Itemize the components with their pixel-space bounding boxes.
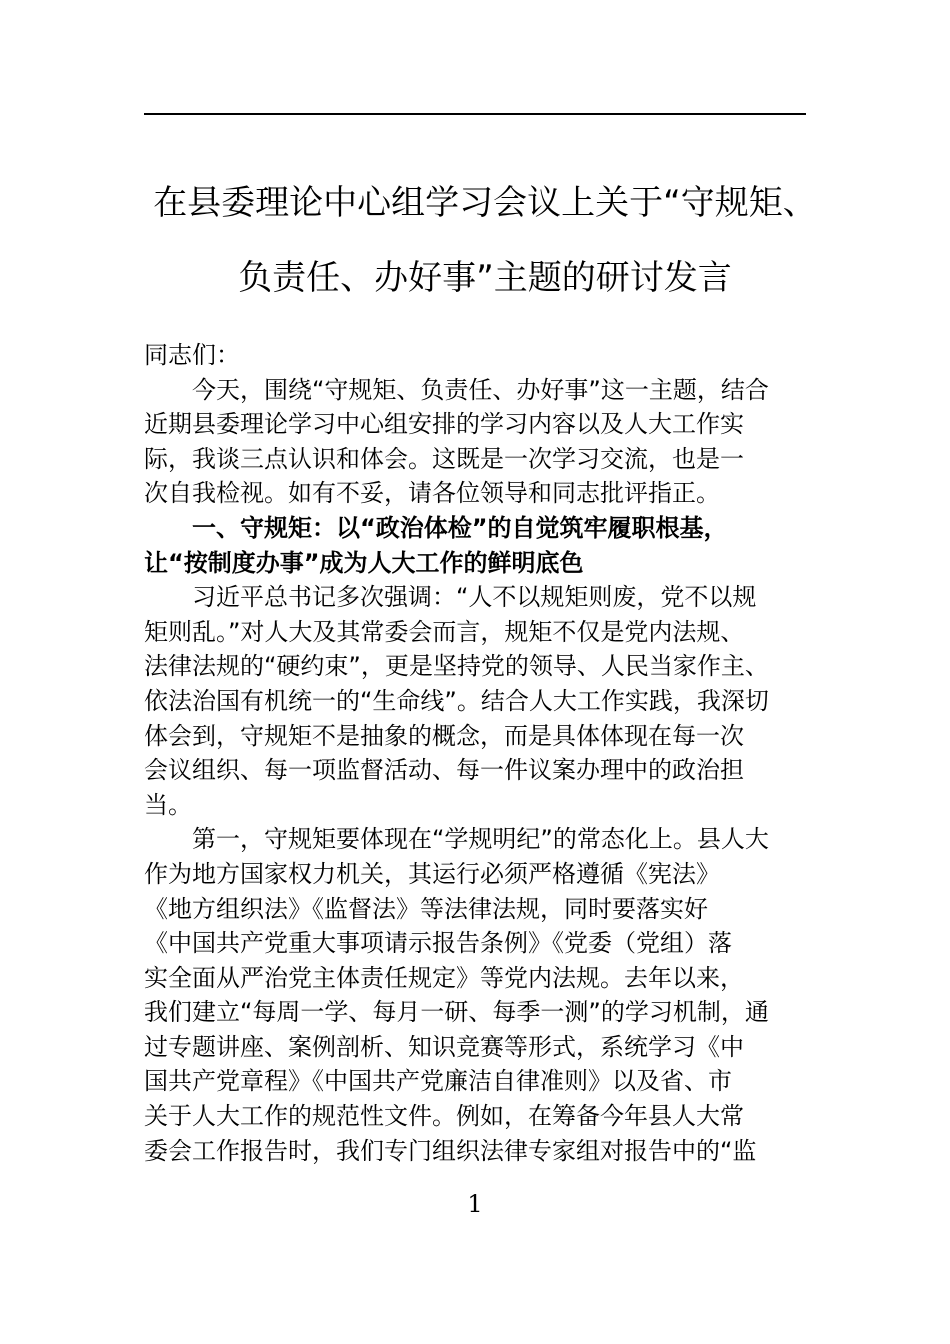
text-line: 关于人大工作的规范性文件。例如，在筹备今年县人大常 <box>144 1102 744 1131</box>
section-heading <box>144 511 810 580</box>
page-number: 1 <box>467 1190 483 1218</box>
text-line: 当。 <box>144 790 192 819</box>
text-line: 法律法规的“硬约束”，更是坚持党的领导、人民当家作主、 <box>144 652 769 681</box>
text-line: 今天，围绕“守规矩、负责任、办好事”这一主题，结合 <box>192 375 769 404</box>
text-line: 第一，守规矩要体现在“学规明纪”的常态化上。县人大 <box>192 825 769 854</box>
text-line: 委会工作报告时，我们专门组织法律专家组对报告中的“监 <box>144 1136 757 1165</box>
section-paragraph <box>144 580 810 822</box>
heading-line: 让“按制度办事”成为人大工作的鲜明底色 <box>144 548 584 577</box>
text-line: 近期县委理论学习中心组安排的学习内容以及人大工作实 <box>144 410 744 439</box>
text-line: 次自我检视。如有不妥，请各位领导和同志批评指正。 <box>144 479 720 508</box>
text-line: 作为地方国家权力机关，其运行必须严格遵循《宪法》 <box>144 859 720 888</box>
text-line: 依法治国有机统一的“生命线”。结合人大工作实践，我深切 <box>144 686 769 715</box>
text-line: 过专题讲座、案例剖析、知识竞赛等形式，系统学习《中 <box>144 1032 744 1061</box>
text-line: 《中国共产党重大事项请示报告条例》《党委（党组）落 <box>144 929 732 958</box>
salutation: 同志们： <box>144 341 240 369</box>
text-line: 体会到，守规矩不是抽象的概念，而是具体体现在每一次 <box>144 721 744 750</box>
title-line: 负责任、办好事”主题的研讨发言 <box>238 258 732 298</box>
text-line: 我们建立“每周一学、每月一研、每季一测”的学习机制，通 <box>144 998 769 1027</box>
text-line: 习近平总书记多次强调：“人不以规矩则废，党不以规 <box>192 583 757 612</box>
title-line: 在县委理论中心组学习会议上关于“守规矩、 <box>153 183 817 223</box>
text-line: 实全面从严治党主体责任规定》等党内法规。去年以来， <box>144 963 744 992</box>
text-line: 会议组织、每一项监督活动、每一件议案办理中的政治担 <box>144 756 744 785</box>
document-title <box>140 166 830 316</box>
text-line: 《地方组织法》《监督法》等法律法规，同时要落实好 <box>144 894 708 923</box>
text-line: 矩则乱。”对人大及其常委会而言，规矩不仅是党内法规、 <box>144 617 745 646</box>
text-line: 国共产党章程》《中国共产党廉洁自律准则》以及省、市 <box>144 1067 732 1096</box>
intro-paragraph <box>144 373 810 511</box>
first-point-paragraph <box>144 822 810 1168</box>
header-rule <box>144 113 806 115</box>
document-body <box>144 338 810 1168</box>
text-line: 际，我谈三点认识和体会。这既是一次学习交流，也是一 <box>144 444 744 473</box>
heading-line: 一、守规矩：以“政治体检”的自觉筑牢履职根基， <box>192 513 728 542</box>
